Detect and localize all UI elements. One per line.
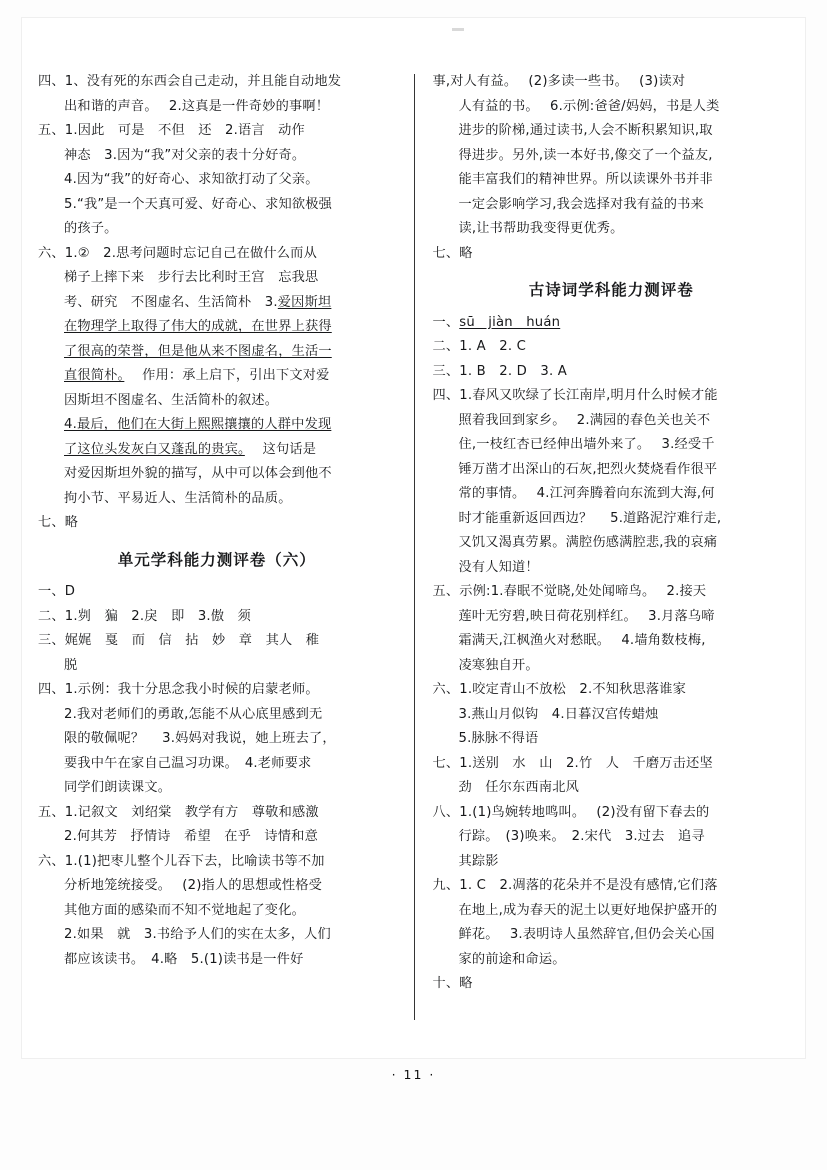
answer-line: 七、略 <box>38 515 79 530</box>
answer-line <box>38 340 396 364</box>
two-column-body <box>30 70 798 1020</box>
answer-line: 莲叶无穷碧,映日荷花别样红。 3.月落乌啼 <box>458 608 715 624</box>
answer-line: 五、1.因此 可是 不但 还 2.语言 动作 <box>38 123 305 138</box>
underlined-pinyin: sū jiàn huán <box>459 314 561 330</box>
answer-line: 梯子上摔下来 步行去比利时王宫 忘我思 <box>64 270 319 285</box>
plain-text: 作用：承上启下，引出下文对爱 <box>124 368 330 383</box>
answer-line: 2.何其芳 抒情诗 希望 在乎 诗情和意 <box>64 829 318 845</box>
answer-line: 五、示例:1.春眠不觉晓,处处闻啼鸟。 2.接天 <box>432 584 707 600</box>
answer-line: 鲜花。 3.表明诗人虽然辞官,但仍会关心国 <box>458 927 715 943</box>
section-title: 单元学科能力测评卷（六） <box>117 550 316 569</box>
underlined-text: 在物理学上取得了伟大的成就，在世界上获得 <box>64 319 332 334</box>
answer-line: 3.燕山月似钩 4.日暮汉宫传蜡烛 <box>458 706 659 722</box>
answer-line: 读,让书帮助我变得更优秀。 <box>458 221 624 236</box>
answer-line: 六、1.② 2.思考问题时忘记自己在做什么而从 <box>38 245 317 261</box>
answer-line: 行踪。 (3)唤来。 2.宋代 3.过去 追寻 <box>458 829 705 845</box>
answer-line: 九、1. C 2.凋落的花朵并不是没有感情,它们落 <box>432 878 718 894</box>
plain-text: 这句话是 <box>244 441 317 457</box>
plain-text: 一、 <box>432 314 460 330</box>
answer-line <box>38 364 396 388</box>
column-divider <box>414 74 415 1020</box>
answer-line: 霜满天,江枫渔火对愁眠。 4.墙角数枝梅, <box>458 633 706 649</box>
answer-line: 六、1.咬定青山不放松 2.不知秋思落谁家 <box>432 682 687 698</box>
answer-line: 十、略 <box>432 976 473 992</box>
answer-line: 二、1.刿 猵 2.戾 即 3.傲 须 <box>38 608 251 624</box>
answer-line: 一定会影响学习,我会选择对我有益的书来 <box>458 196 704 212</box>
answer-line: 其踪影 <box>458 853 499 869</box>
answer-line: 没有人知道！ <box>458 559 539 575</box>
underlined-text: 4.最后，他们在大街上熙熙攘攘的人群中发现 <box>64 417 332 432</box>
answer-line: 又饥又渴真劳累。满腔伤感满腔悲,我的哀痛 <box>458 535 718 551</box>
answer-line: 时才能重新返回西边？ 5.道路泥泞难行走, <box>458 510 722 526</box>
answer-line: 神态 3.因为“我”对父亲的表十分好奇。 <box>64 147 306 163</box>
answer-line: 锤万凿才出深山的石灰,把烈火焚烧看作很平 <box>458 461 718 477</box>
answer-line: 七、1.送别 水 山 2.竹 人 千磨万击还坚 <box>432 755 713 771</box>
answer-line: 凌寒独自开。 <box>458 657 539 673</box>
answer-line: 的孩子。 <box>64 221 118 236</box>
answer-line: 人有益的书。 6.示例:爸爸/妈妈，书是人类 <box>458 98 720 114</box>
answer-line: 分析地笼统接受。 (2)指人的思想或性格受 <box>64 878 323 894</box>
answer-line: 家的前途和命运。 <box>458 951 566 967</box>
answer-line: 5.脉脉不得语 <box>458 731 539 747</box>
right-column <box>425 70 799 1020</box>
answer-line: 照着我回到家乡。 2.满园的春色关也关不 <box>458 412 711 428</box>
answer-line: 得进步。另外,读一本好书,像交了一个益友, <box>458 147 713 163</box>
answer-line: 同学们朗读课文。 <box>64 780 172 796</box>
answer-line: 三、娓娓 戛 而 信 拈 妙 章 其人 稚 <box>38 633 320 649</box>
answer-line: 限的敬佩呢？ 3.妈妈对我说，她上班去了， <box>64 731 336 747</box>
answer-line: 进步的阶梯,通过读书,人会不断积累知识,取 <box>458 123 713 138</box>
answer-line: 事,对人有益。 (2)多读一些书。 (3)读对 <box>432 74 686 89</box>
answer-line: 劲 任尔东西南北风 <box>458 780 579 796</box>
answer-line: 出和谐的声音。 2.这真是一件奇妙的事啊！ <box>64 98 330 114</box>
section-title: 古诗词学科能力测评卷 <box>528 281 694 299</box>
answer-line: 拘小节、平易近人、生活简朴的品质。 <box>64 490 292 506</box>
answer-line: 能丰富我们的精神世界。所以读课外书并非 <box>458 172 713 187</box>
answer-line: 其他方面的感染而不知不觉地起了变化。 <box>64 902 305 918</box>
answer-line: 常的事情。 4.江河奔腾着向东流到大海,何 <box>458 486 715 502</box>
answer-line: 因斯坦不图虚名、生活简朴的叙述。 <box>64 392 279 408</box>
answer-line: 八、1.(1)鸟婉转地鸣叫。 (2)没有留下春去的 <box>432 804 710 820</box>
underlined-text: 了很高的荣誉，但是他从来不图虚名，生活一 <box>64 343 332 359</box>
page-number: · 11 · <box>391 1067 436 1082</box>
answer-line <box>38 315 396 339</box>
scan-artifact-mark <box>452 28 464 31</box>
underlined-text: 直很简朴。 <box>64 368 125 383</box>
underlined-text: 了这位头发灰白又蓬乱的贵宾。 <box>64 441 245 457</box>
plain-text: 考、研究 不图虚名、生活简朴 3. <box>64 294 278 310</box>
answer-line: 脱 <box>64 657 78 673</box>
answer-line: 2.我对老师们的勇敢,怎能不从心底里感到无 <box>64 706 323 722</box>
answer-line: 5.“我”是一个天真可爱、好奇心、求知欲极强 <box>64 196 333 212</box>
answer-line: 四、1.春风又吹绿了长江南岸,明月什么时候才能 <box>432 388 718 404</box>
answer-line: 在地上,成为春天的泥土以更好地保护盛开的 <box>458 902 718 918</box>
underlined-text: 爱因斯坦 <box>277 294 332 310</box>
answer-line: 4.因为“我”的好奇心、求知欲打动了父亲。 <box>64 172 319 187</box>
left-column <box>30 70 404 1020</box>
answer-line: 要我中午在家自己温习功课。 4.老师要求 <box>64 755 312 771</box>
answer-line: 住,一枝红杏已经伸出墙外来了。 3.经受千 <box>458 437 715 453</box>
answer-line: 六、1.(1)把枣儿整个儿吞下去，比喻读书等不加 <box>38 853 325 869</box>
answer-line: 一、D <box>38 584 76 600</box>
answer-line: 二、1. A 2. C <box>432 339 527 355</box>
answer-line: 2.如果 就 3.书给予人们的实在太多，人们 <box>64 927 331 943</box>
answer-line: 三、1. B 2. D 3. A <box>432 363 567 379</box>
answer-line: 都应该读书。 4.略 5.(1)读书是一件好 <box>64 951 304 967</box>
answer-line <box>38 291 396 315</box>
answer-line <box>38 438 396 462</box>
answer-line: 四、1、没有死的东西会自己走动，并且能自动地发 <box>38 74 342 89</box>
answer-line: 四、1.示例：我十分思念我小时候的启蒙老师。 <box>38 682 319 698</box>
answer-line: 七、略 <box>432 245 473 261</box>
answer-line <box>38 413 396 437</box>
answer-line: 对爱因斯坦外貌的描写，从中可以体会到他不 <box>64 466 332 481</box>
answer-line <box>433 311 791 335</box>
answer-line: 五、1.记叙文 刘绍棠 教学有方 尊敬和感激 <box>38 804 319 820</box>
